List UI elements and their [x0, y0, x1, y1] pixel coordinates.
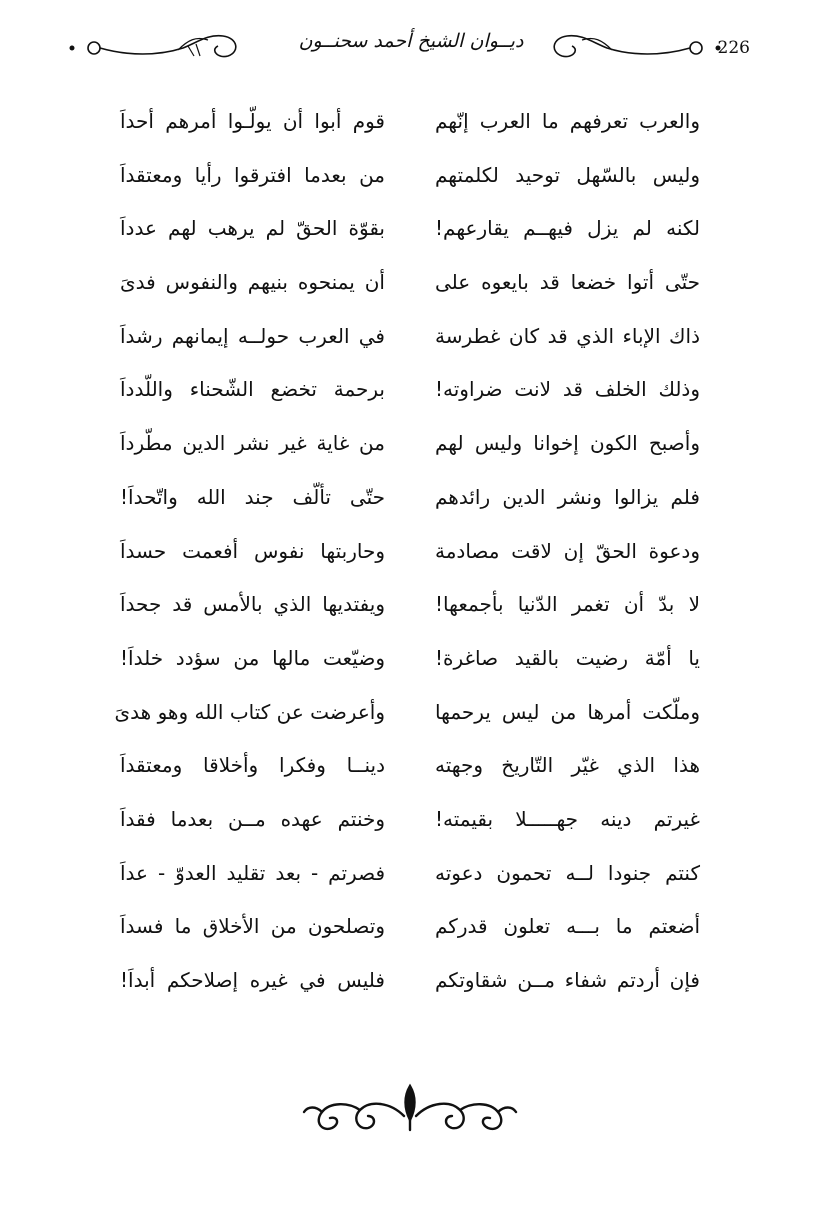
- verse: [120, 311, 700, 365]
- hemistich-second: برحمة تخضع الشّحناء واللّدداَ: [120, 377, 385, 402]
- hemistich-first: والعرب تعرفهم ما العرب إنّهم: [435, 109, 700, 133]
- hemistich-second: وضيّعت مالها من سؤدد خلداَ!: [120, 645, 385, 670]
- hemistich-second: حتّى تألّف جند الله واتّحداَ!: [120, 484, 385, 509]
- verse: [120, 633, 700, 687]
- scroll-flourish-icon: [542, 26, 722, 66]
- verse: [120, 150, 700, 204]
- verse: [120, 579, 700, 633]
- hemistich-second: بقوّة الحقّ لم يرهب لهم عدداَ: [120, 216, 385, 241]
- hemistich-second: وخنتم عهده مــن بعدما فقداَ: [120, 806, 385, 831]
- fleuron-icon: [300, 1080, 520, 1136]
- verse: [120, 418, 700, 472]
- verse: [120, 955, 700, 1009]
- hemistich-second: ويفتديها الذي بالأمس قد جحداَ: [120, 592, 385, 617]
- hemistich-first: وذلك الخلف قد لانت ضراوته!: [435, 377, 700, 402]
- hemistich-first: يا أمّة رضيت بالقيد صاغرة!: [435, 645, 700, 670]
- hemistich-first: وأصبح الكون إخوانا وليس لهم: [435, 431, 700, 456]
- verse: [120, 794, 700, 848]
- hemistich-second: وتصلحون من الأخلاق ما فسداَ: [120, 914, 385, 939]
- hemistich-first: حتّى أتوا خضعا قد بايعوه على: [435, 270, 700, 295]
- hemistich-second: من بعدما افترقوا رأيا ومعتقداَ: [120, 162, 385, 187]
- hemistich-second: فليس في غيره إصلاحكم أبداَ!: [120, 968, 385, 992]
- verse: [120, 526, 700, 580]
- verse: [120, 364, 700, 418]
- hemistich-first: ودعوة الحقّ إن لاقت مصادمة: [435, 538, 700, 563]
- hemistich-first: لا بدّ أن تغمر الدّنيا بأجمعها!: [435, 592, 700, 617]
- page-header: [60, 22, 762, 72]
- verse: [120, 901, 700, 955]
- hemistich-second: من غاية غير نشر الدين مطّرداَ: [120, 431, 385, 456]
- hemistich-first: كنتم جنودا لــه تحمون دعوته: [435, 860, 700, 885]
- verse: [120, 257, 700, 311]
- hemistich-first: وليس بالسّهل توحيد لكلمتهم: [435, 162, 700, 187]
- hemistich-first: غيرتم دينه جهـــــلا بقيمته!: [435, 806, 700, 831]
- book-title: ديــوان الشيخ أحمد سحنــون: [298, 30, 524, 52]
- verse: [120, 472, 700, 526]
- hemistich-second: أن يمنحوه بنيهم والنفوس فدىَ: [120, 270, 385, 295]
- hemistich-first: فلم يزالوا ونشر الدين رائدهم: [435, 484, 700, 509]
- verse: [120, 96, 700, 150]
- hemistich-second: وحاربتها نفوس أفعمت حسداَ: [120, 538, 385, 563]
- poem: [114, 96, 700, 1009]
- hemistich-first: ذاك الإباء الذي قد كان غطرسة: [435, 323, 700, 348]
- hemistich-first: أضعتم ما بـــه تعلون قدركم: [435, 914, 700, 939]
- hemistich-first: هذا الذي غيّر التّاريخ وجهته: [435, 753, 700, 778]
- hemistich-second: في العرب حولــه إيمانهم رشداَ: [120, 323, 385, 348]
- page-number: 226: [717, 38, 750, 58]
- hemistich-second: وأعرضت عن كتاب الله وهو هدىَ: [114, 699, 385, 724]
- hemistich-first: لكنه لم يزل فيهــم يقارعهم!: [435, 216, 700, 241]
- verse: [120, 203, 700, 257]
- hemistich-second: دينــا وفكرا وأخلاقا ومعتقداَ: [120, 753, 385, 778]
- hemistich-second: فصرتم - بعد تقليد العدوّ - عداَ: [120, 860, 385, 885]
- hemistich-second: قوم أبوا أن يولّـوا أمرهم أحداَ: [120, 109, 385, 133]
- verse: [120, 740, 700, 794]
- verse: [120, 848, 700, 902]
- hemistich-first: فإن أردتم شفاء مــن شقاوتكم: [435, 968, 700, 992]
- hemistich-first: وملّكت أمرها من ليس يرحمها: [435, 699, 700, 724]
- verse: [114, 687, 700, 741]
